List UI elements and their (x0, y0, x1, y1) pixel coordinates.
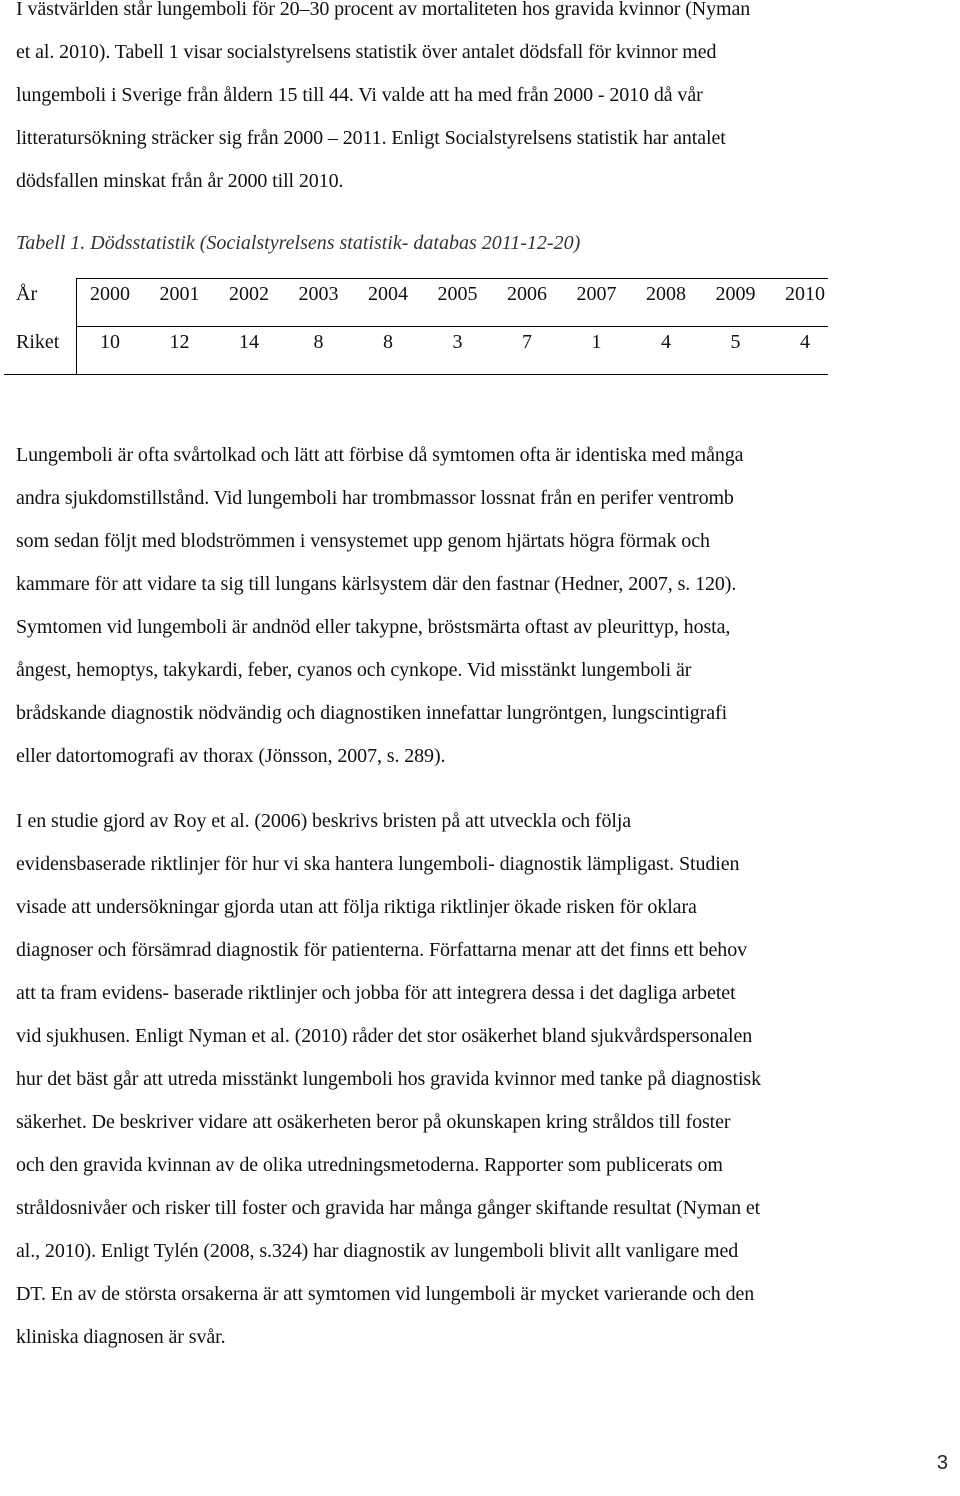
paragraph-intro: I västvärlden står lungemboli för 20–30 procent av mortaliteten hos gravida kvinnor (Nyman et al. 2010). Tabell 1 visar socialstyrelsens statistik över antalet dödsfall för kvinnor med lungemboli i Sverige från åldern 15 till 44. Vi valde att ha med från 2000 - 2010 då vår litteratursökning sträcker sig från 2000 – 2011. Enligt Socialstyrelsens statistik har antalet dödsfallen minskat från år 2000 till 2010. (16, 0, 751, 192)
table-header-cell: 2005 (437, 283, 478, 305)
table-column-divider (76, 278, 77, 374)
table-top-rule (76, 278, 828, 279)
paragraph-symptoms: Lungemboli är ofta svårtolkad och lätt att förbise då symtomen ofta är identiska med många andra sjukdomstillstånd. Vid lungemboli har trombmassor lossnat från en perifer ventromb som sedan följt med blodströmmen i vensystemet upp genom hjärtats högra förmak och kammare för att vidare ta sig till lungans kärlsystem där den fastnar (Hedner, 2007, s. 120). Symtomen vid lungemboli är andnöd eller takypne, bröstsmärta oftast av pleurittyp, hosta, ångest, hemoptys, takykardi, feber, cyanos och cynkope. Vid misstänkt lungemboli är brådskande diagnostik nödvändig och diagnostiken innefattar lungröntgen, lungscintigrafi eller datortomografi av thorax (Jönsson, 2007, s. 289). (16, 444, 744, 767)
table-value-cell: 8 (383, 331, 393, 353)
table-bottom-rule (4, 374, 828, 375)
table-value-cell: 3 (452, 331, 463, 353)
table-header-cell: 2010 (785, 283, 825, 305)
table-header-label: År (16, 283, 38, 305)
table-caption: Tabell 1. Dödsstatistik (Socialstyrelsens statistik- databas 2011-12-20) (16, 232, 581, 254)
table-header-cell: 2009 (715, 283, 756, 305)
table-value-cell: 8 (313, 331, 324, 353)
paragraph-study: I en studie gjord av Roy et al. (2006) beskrivs bristen på att utveckla och följa evidensbaserade riktlinjer för hur vi ska hantera lungemboli- diagnostik lämpligast. Studien visade att undersökningar gjorda utan att följa riktiga riktlinjer ökade risken för oklara diagnoser och försämrad diagnostik för patienterna. Författarna menar att det finns ett behov att ta fram evidens- baserade riktlinjer och jobba för att integrera dessa i det dagliga arbetet vid sjukhusen. Enligt Nyman et al. (2010) råder det stor osäkerhet bland sjukvårdspersonalen hur det bäst går att utreda misstänkt lungemboli hos gravida kvinnor med tanke på diagnostisk säkerhet. De beskriver vidare att osäkerheten beror på okunskapen kring stråldos till foster och den gravida kvinnan av de olika utredningsmetoderna. Rapporter som publicerats om stråldosnivåer och risker till foster och gravida har många gånger skiftande resultat (Nyman et al., 2010). Enligt Tylén (2008, s.324) har diagnostik av lungemboli blivit allt vanligare med DT. En av de största orsakerna är att symtomen vid lungemboli är mycket varierande och den kliniska diagnosen är svår. (16, 810, 761, 1348)
table-header-cell: 2000 (90, 283, 130, 305)
table-value-cell: 12 (169, 331, 190, 353)
table-header-cell: 2002 (229, 283, 269, 305)
table-value-cell: 10 (100, 331, 120, 353)
table-value-cell: 7 (522, 331, 532, 353)
table-header-cell: 2007 (576, 283, 617, 305)
table-row-label: Riket (16, 331, 60, 353)
table-header-cell: 2008 (646, 283, 686, 305)
table-header-cell: 2006 (507, 283, 547, 305)
table-value-cell: 4 (661, 331, 671, 353)
table-value-cell: 4 (800, 331, 810, 353)
table-value-cell: 5 (730, 331, 741, 353)
table-header-cell: 2004 (368, 283, 408, 305)
table-value-cell: 1 (591, 331, 602, 353)
table-value-cell: 14 (239, 331, 259, 353)
table-header-cell: 2003 (298, 283, 339, 305)
table-mid-rule (76, 326, 828, 327)
page-number: 3 (936, 1452, 948, 1474)
table-header-cell: 2001 (159, 283, 200, 305)
